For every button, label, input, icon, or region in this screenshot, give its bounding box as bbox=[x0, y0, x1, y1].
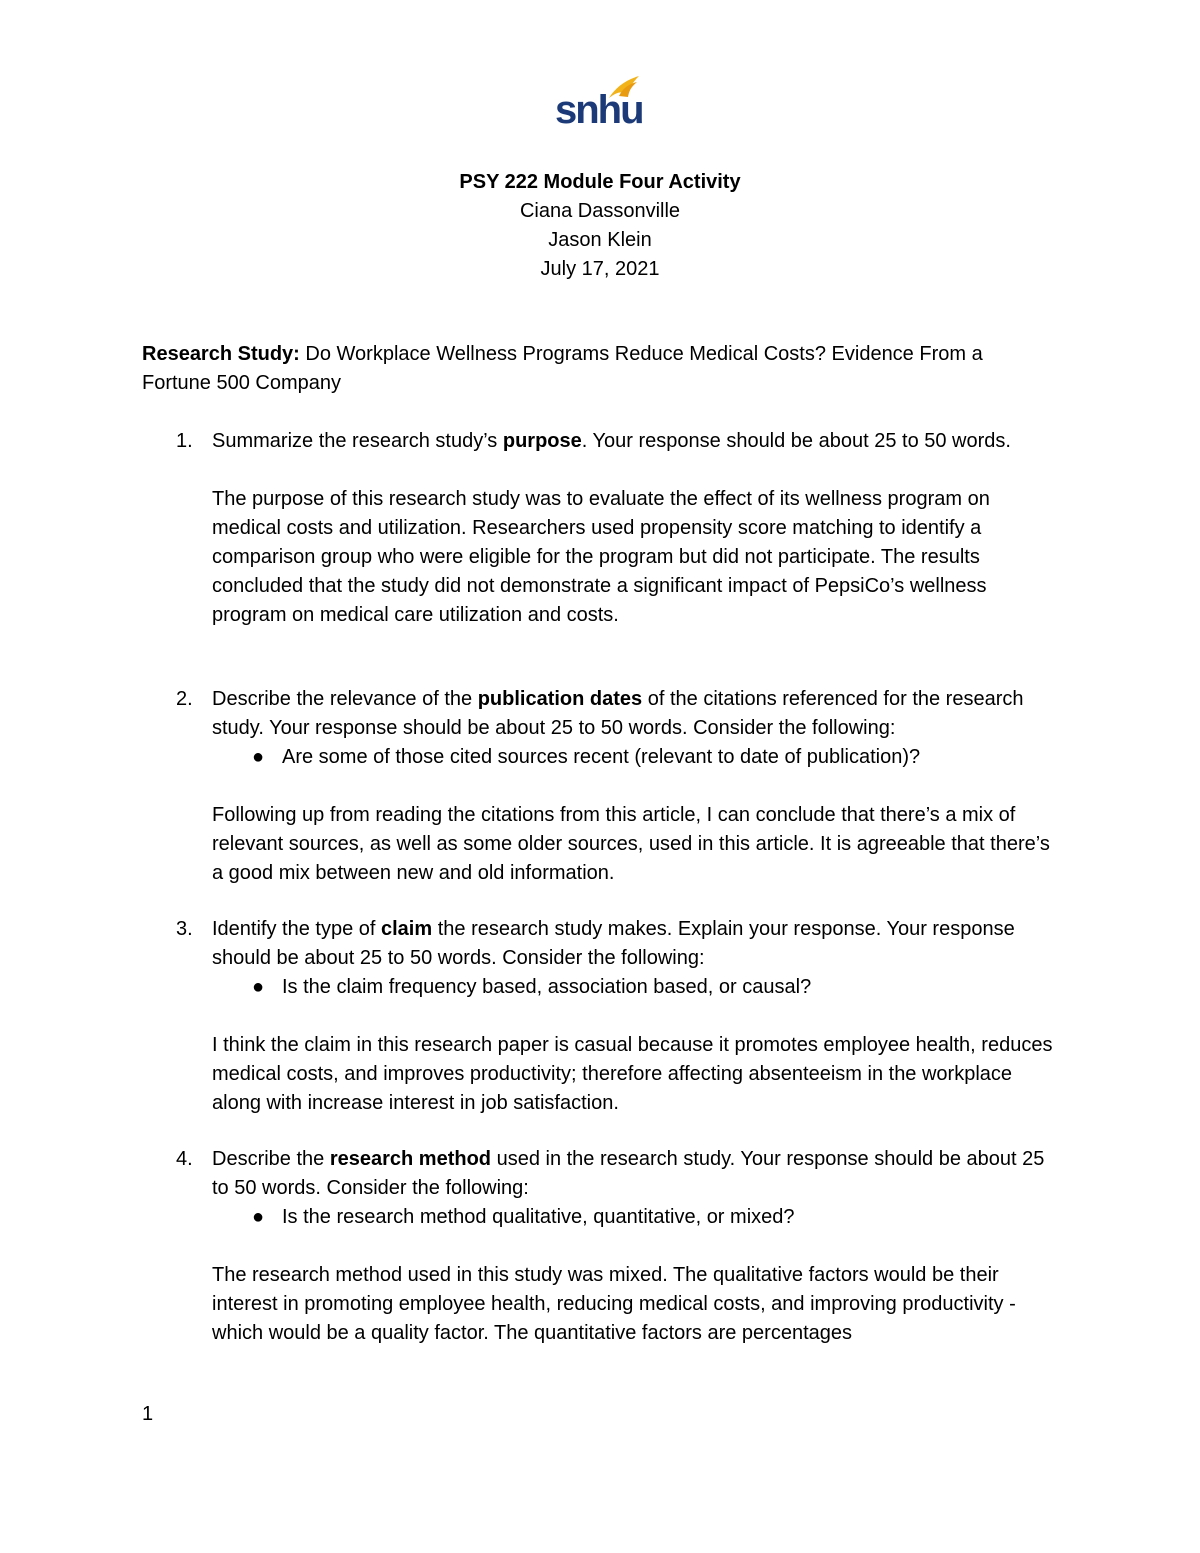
bullet-icon: ● bbox=[252, 1206, 265, 1228]
document-date: July 17, 2021 bbox=[540, 258, 660, 280]
logo-wordmark: snhu bbox=[555, 88, 643, 132]
document-header bbox=[0, 168, 1200, 284]
bullet-icon: ● bbox=[252, 746, 265, 768]
question-number: 1. bbox=[176, 430, 193, 452]
question-keyword: research method bbox=[329, 1148, 492, 1170]
question-answer: Following up from reading the citations from this article, I can conclude that there’s a mix of relevant sources, as well as some older sources, used in this article. It is agreeable that there’s a good mix between new and old information. bbox=[212, 804, 1050, 884]
question-keyword: claim bbox=[381, 918, 433, 940]
instructor-name: Jason Klein bbox=[548, 229, 652, 251]
question-prompt: Describe the relevance of the publication dates of the citations referenced for the research study. Your response should be about 25 to 50 words. Consider the following: bbox=[212, 688, 1024, 739]
question-bullet: ● Are some of those cited sources recent (relevant to date of publication)? bbox=[212, 743, 1062, 772]
question-number: 2. bbox=[176, 688, 193, 710]
question-answer: I think the claim in this research paper is casual because it promotes employee health, reduces medical costs, and improves productivity; therefore affecting absenteeism in the workplace along with increase interest in job satisfaction. bbox=[212, 1034, 1053, 1114]
page-number: 1 bbox=[142, 1403, 154, 1425]
document-title: PSY 222 Module Four Activity bbox=[459, 171, 741, 193]
bullet-icon: ● bbox=[252, 976, 265, 998]
question-keyword: publication dates bbox=[477, 688, 643, 710]
question-number: 4. bbox=[176, 1148, 193, 1170]
question-4 bbox=[142, 1145, 1062, 1348]
author-name: Ciana Dassonville bbox=[519, 200, 681, 222]
question-prompt: Identify the type of claim the research study makes. Explain your response. Your response should be about 25 to 50 words. Consider the following: bbox=[212, 918, 1015, 969]
question-prompt: Summarize the research study’s purpose. Your response should be about 25 to 50 words. bbox=[212, 430, 1011, 452]
research-study-label: Research Study: bbox=[142, 343, 300, 365]
research-study-title: Do Workplace Wellness Programs Reduce Medical Costs? Evidence From a Fortune 500 Company bbox=[142, 343, 983, 394]
question-2 bbox=[142, 685, 1062, 888]
question-1 bbox=[142, 427, 1062, 630]
question-bullet: ● Is the claim frequency based, association based, or causal? bbox=[212, 973, 1062, 1002]
question-answer: The research method used in this study was mixed. The qualitative factors would be their interest in promoting employee health, reducing medical costs, and improving productivity - which would be a quality factor. The quantitative factors are percentages bbox=[212, 1264, 1016, 1344]
question-keyword: purpose bbox=[502, 430, 582, 452]
snhu-logo bbox=[555, 74, 643, 132]
question-answer: The purpose of this research study was to evaluate the effect of its wellness program on medical costs and utilization. Researchers used propensity score matching to identify a comparison group who were eligible for the program but did not participate. The results concluded that the study did not demonstrate a significant impact of PepsiCo’s wellness program on medical care utilization and costs. bbox=[212, 488, 990, 626]
question-number: 3. bbox=[176, 918, 193, 940]
question-bullet: ● Is the research method qualitative, quantitative, or mixed? bbox=[212, 1203, 1062, 1232]
question-prompt: Describe the research method used in the research study. Your response should be about 25 to 50 words. Consider the following: bbox=[212, 1148, 1045, 1199]
question-3 bbox=[142, 915, 1062, 1118]
research-study-line bbox=[142, 340, 1042, 398]
